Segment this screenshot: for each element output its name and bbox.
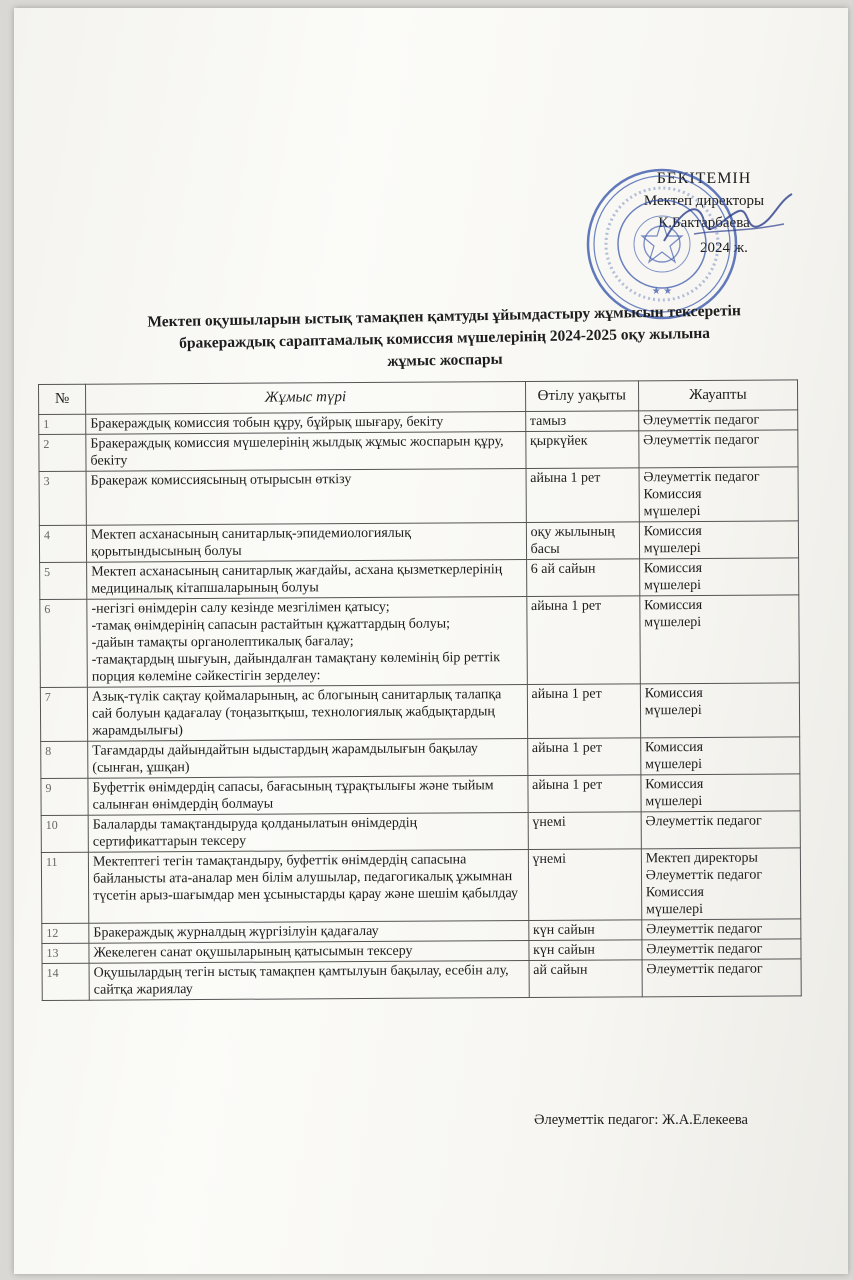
row-responsible: Комиссия мүшелері xyxy=(639,558,798,596)
row-time: айына 1 рет xyxy=(527,738,640,776)
row-responsible: Мектеп директоры Әлеуметтік педагог Комиссия мүшелері xyxy=(641,848,801,920)
row-responsible: Комиссия мүшелері xyxy=(641,774,800,812)
svg-text:★ ★: ★ ★ xyxy=(651,286,673,297)
work-plan-table xyxy=(38,379,802,1001)
row-number: 11 xyxy=(41,852,88,923)
row-work-type: Бракераждық комиссия тобын құру, бұйрық шығару, бекіту xyxy=(86,412,526,435)
row-time: айына 1 рет xyxy=(526,596,640,685)
row-work-type: Балаларды тамақтандыруда қолданылатын өнімдердің сертификаттарын тексеру xyxy=(88,813,528,853)
row-work-type: Жекелеген санат оқушыларының қатысымын тексеру xyxy=(89,941,529,964)
row-number: 5 xyxy=(40,562,87,599)
row-responsible: Әлеуметтік педагог xyxy=(642,919,801,940)
row-number: 12 xyxy=(42,923,89,943)
row-number: 9 xyxy=(41,778,88,815)
row-time: айына 1 рет xyxy=(526,468,639,523)
row-number: 3 xyxy=(39,471,86,525)
document-title xyxy=(74,299,815,379)
footer-signature-line: Әлеуметтік педагог: Ж.А.Елекеева xyxy=(534,1112,748,1128)
approval-block xyxy=(589,168,819,234)
approval-director-name: К.Бактарбаева xyxy=(658,215,750,231)
row-work-type: Мектеп асханасының санитарлық жағдайы, асхана қызметкерлерінің медициналық кітапшаларының болуы xyxy=(87,560,527,600)
title-line-1: Мектеп оқушыларын ыстық тамақпен қамтуды ұйымдастыру жұмысын тексеретін xyxy=(147,302,741,331)
row-time: үнемі xyxy=(528,812,641,850)
document-page xyxy=(14,8,848,1274)
row-work-type: Бракераждық комиссия мүшелерінің жылдық жұмыс жоспарын құру, бекіту xyxy=(86,432,526,472)
row-time: тамыз xyxy=(525,411,638,432)
row-responsible: Комиссия мүшелері xyxy=(639,521,798,559)
title-line-2: бракераждық сараптамалық комиссия мүшелерінің 2024-2025 оқу жылына xyxy=(178,324,711,352)
row-work-type: -негізгі өнімдерін салу кезінде мезгілімен қатысу; -тамақ өнімдерінің сапасын растайтын құжаттардың болуы; -дайын тамақты органолептикалық бағалау; -тамақтардың шығуын, дайындалған тамақтану көлемінің бір реттік порция көлеміне сәйкестігін зерделеу: xyxy=(87,597,527,688)
row-work-type: Буфеттік өнімдердің сапасы, бағасының тұрақтылығы және тыйым салынған өнімдердің болмауы xyxy=(88,776,528,816)
row-time: қыркүйек xyxy=(525,431,638,469)
row-time: айына 1 рет xyxy=(528,775,641,813)
work-plan-table-wrapper xyxy=(38,379,804,1001)
row-responsible: Комиссия мүшелері xyxy=(640,683,800,738)
row-time: күн сайын xyxy=(529,940,642,961)
row-work-type: Тағамдарды дайындайтын ыдыстардың жарамдылығын бақылау (сынған, ұшқан) xyxy=(88,739,528,779)
table-row xyxy=(41,774,800,816)
approval-heading: БЕКІТЕМІН xyxy=(656,170,752,187)
table-header-row xyxy=(39,380,798,415)
table-row xyxy=(42,959,801,1001)
row-responsible: Комиссия мүшелері xyxy=(640,737,799,775)
table-row xyxy=(41,848,800,924)
row-number: 1 xyxy=(39,414,86,434)
row-number: 8 xyxy=(41,741,88,778)
row-responsible: Әлеуметтік педагог xyxy=(639,430,798,468)
row-number: 2 xyxy=(39,434,86,471)
row-time: оқу жылының басы xyxy=(526,522,639,560)
row-number: 7 xyxy=(40,687,87,741)
table-row xyxy=(39,430,798,472)
table-row xyxy=(39,521,798,563)
table-row xyxy=(40,558,799,600)
table-row xyxy=(40,595,800,688)
row-work-type: Бракераждық журналдың жүргізілуін қадағалау xyxy=(89,921,529,944)
row-time: ай сайын xyxy=(529,960,642,998)
header-time: Өтілу уақыты xyxy=(525,381,638,412)
row-responsible: Әлеуметтік педагог xyxy=(642,959,801,997)
row-responsible: Әлеуметтік педагог Комиссия мүшелері xyxy=(639,467,799,522)
header-responsible: Жауапты xyxy=(638,380,797,411)
row-time: 6 ай сайын xyxy=(526,559,639,597)
row-work-type: Мектеп асханасының санитарлық-эпидемиологиялық қорытындысының болуы xyxy=(86,523,526,563)
row-number: 6 xyxy=(40,599,88,687)
table-row xyxy=(41,737,800,779)
approval-date: 2024 ж. xyxy=(700,240,748,256)
row-responsible: Комиссия мүшелері xyxy=(640,595,800,684)
row-work-type: Азық-түлік сақтау қоймаларының, ас блогының санитарлық талапқа сай болуын қадағалау (тоңазытқыш, технологиялық жабдықтардың жарамдылығы) xyxy=(87,685,527,742)
header-number: № xyxy=(39,384,86,414)
table-row xyxy=(39,467,798,526)
row-responsible: Әлеуметтік педагог xyxy=(641,811,800,849)
row-number: 13 xyxy=(42,943,89,963)
row-time: күн сайын xyxy=(528,920,641,941)
header-work-type: Жұмыс түрі xyxy=(86,382,526,415)
row-work-type: Мектептегі тегін тамақтандыру, буфеттік өнімдердің сапасына байланысты ата-аналар мен білім алушылар, педагогикалық ұжымнан түсетін арыз-шағымдар мен ұсыныстарды қарау және шешім қабылдау xyxy=(88,850,528,924)
row-number: 4 xyxy=(39,525,86,562)
title-line-3: жұмыс жоспары xyxy=(387,350,503,370)
row-responsible: Әлеуметтік педагог xyxy=(642,939,801,960)
row-work-type: Оқушылардың тегін ыстық тамақпен қамтылуын бақылау, есебін алу, сайтқа жариялау xyxy=(89,961,529,1001)
row-time: айына 1 рет xyxy=(527,684,640,739)
approval-position: Мектеп директоры xyxy=(643,193,765,209)
row-number: 14 xyxy=(42,963,89,1000)
table-row xyxy=(41,811,800,853)
row-number: 10 xyxy=(41,815,88,852)
row-work-type: Бракераж комиссиясының отырысын өткізу xyxy=(86,469,526,526)
table-row xyxy=(40,683,799,742)
row-responsible: Әлеуметтік педагог xyxy=(638,410,797,431)
row-time: үнемі xyxy=(528,849,642,921)
